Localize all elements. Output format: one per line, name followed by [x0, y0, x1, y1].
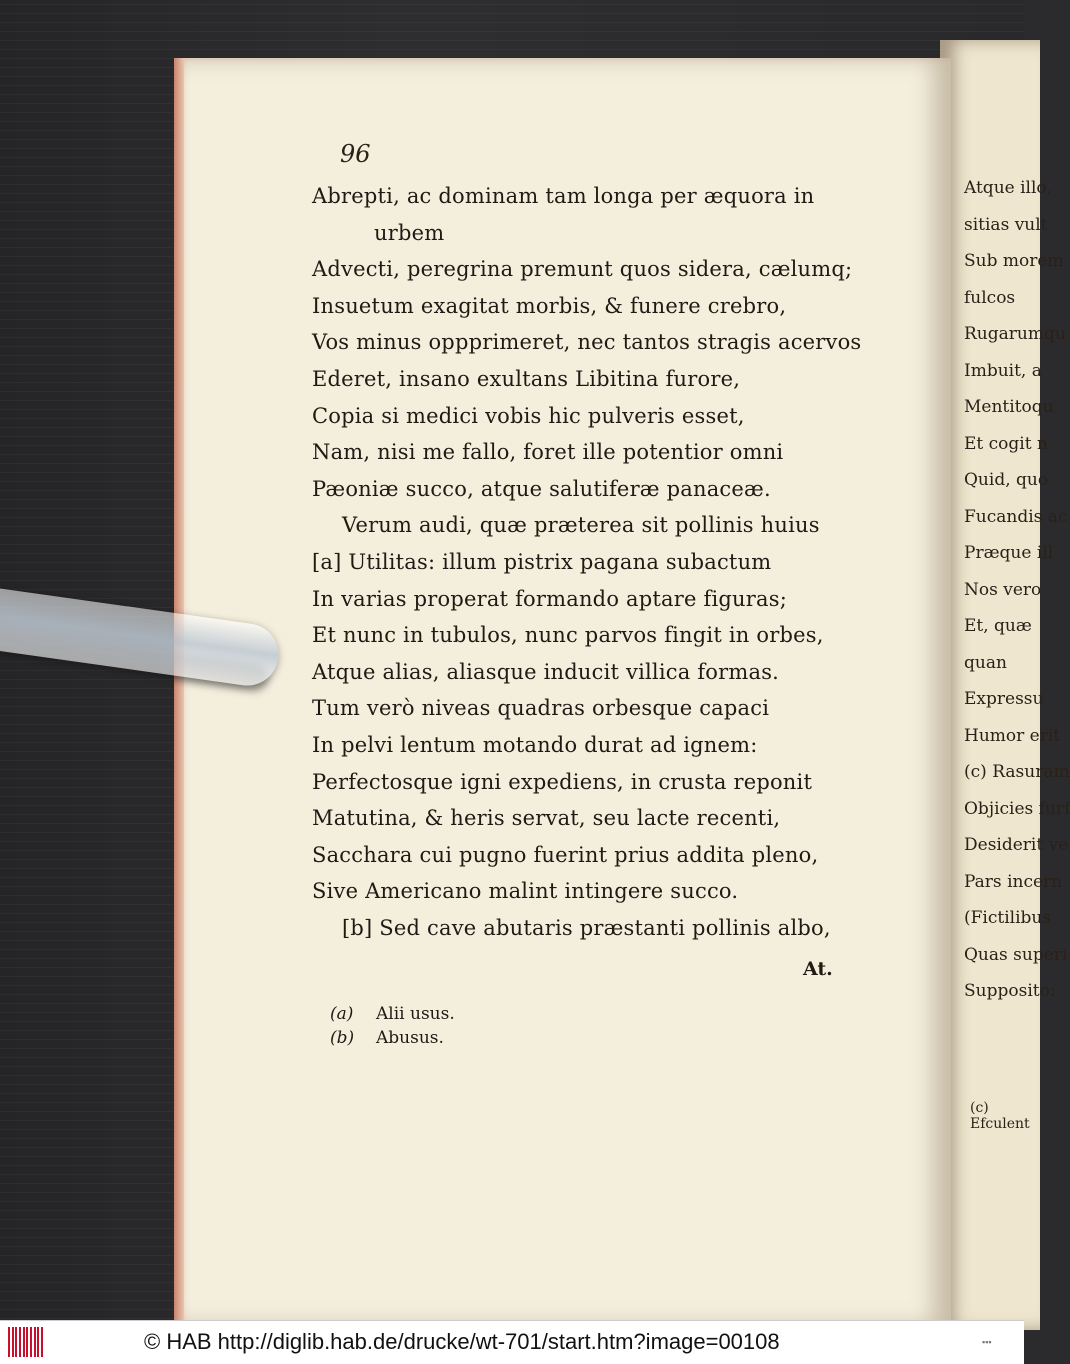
logo-bar	[37, 1327, 39, 1357]
page-number: 96	[340, 140, 371, 168]
texture-line	[0, 4, 1024, 5]
facing-text-line: quan	[964, 652, 1007, 673]
facing-text-line: Pars incern	[964, 871, 1063, 892]
texture-line	[0, 40, 1024, 41]
footnote-text: Alii usus.	[376, 1004, 455, 1024]
footnote	[330, 1026, 455, 1050]
facing-text-line: Expressu	[964, 689, 1044, 709]
facing-text-line: Et cogit n	[964, 433, 1048, 454]
text-line: Matutina, & heris servat, seu lacte recenti,	[312, 806, 781, 831]
text-line: Perfectosque igni expediens, in crusta reponit	[312, 769, 813, 794]
footnote-text: Abusus.	[376, 1028, 444, 1048]
text-line: [b] Sed cave abutaris præstanti pollinis albo,	[342, 915, 831, 940]
facing-text-line: Rugarumqu	[964, 324, 1066, 344]
facing-text-line: Sub morem	[964, 251, 1064, 271]
text-line: Ederet, insano exultans Libitina furore,	[312, 366, 741, 391]
text-line: In pelvi lentum motando durat ad ignem:	[312, 732, 758, 757]
facing-text-line: sitias vult	[964, 214, 1048, 235]
logo-bar	[26, 1327, 28, 1357]
facing-text-line: fulcos	[964, 287, 1016, 308]
facing-text-line: Mentitoqu	[964, 397, 1054, 417]
logo-bar	[30, 1327, 32, 1357]
logo-bar	[15, 1327, 17, 1357]
copyright-link[interactable]: © HAB http://diglib.hab.de/drucke/wt-701/start.htm?image=00108	[144, 1329, 780, 1354]
texture-line	[0, 49, 1024, 50]
footer-marker: ▪▪▪	[982, 1337, 992, 1347]
catchword: At.	[803, 958, 833, 980]
text-line: In varias properat formando aptare figuras;	[312, 586, 787, 611]
text-line: Insuetum exagitat morbis, & funere crebro,	[312, 293, 787, 318]
footer-bar	[0, 1320, 1024, 1364]
text-line: Tum verò niveas quadras orbesque capaci	[312, 696, 770, 721]
text-line: Atque alias, aliasque inducit villica formas.	[312, 659, 780, 684]
texture-line	[0, 13, 1024, 14]
logo-bar	[12, 1327, 14, 1357]
logo-bar	[8, 1327, 10, 1357]
text-line: Verum audi, quæ præterea sit pollinis huius	[342, 513, 820, 538]
footnotes	[330, 1002, 455, 1050]
facing-text-line: Quas superi	[964, 944, 1068, 965]
poem-text	[312, 178, 861, 946]
text-line: urbem	[374, 220, 445, 245]
text-line: Advecti, peregrina premunt quos sidera, cælumq;	[312, 257, 853, 282]
facing-text-line: Fucandis ac	[964, 506, 1068, 527]
logo-bar	[41, 1327, 43, 1357]
facing-text-line: Præque ill	[964, 543, 1054, 563]
text-line: Vos minus oppprimeret, nec tantos stragis acervos	[312, 330, 862, 355]
footnote	[330, 1002, 455, 1026]
page-edge	[174, 58, 184, 1326]
facing-text-line: (Fictilibus	[964, 908, 1052, 928]
texture-line	[0, 22, 1024, 23]
text-line: Nam, nisi me fallo, foret ille potentior omni	[312, 440, 784, 465]
facing-text-line: Desiderit ve	[964, 835, 1069, 855]
text-line: Pæoniæ succo, atque salutiferæ panaceæ.	[312, 476, 771, 501]
text-line: Abrepti, ac dominam tam longa per æquora in	[312, 184, 815, 208]
footnote-mark: (b)	[330, 1028, 355, 1048]
facing-text-line: Et, quæ	[964, 616, 1032, 636]
facing-page-text	[964, 170, 1070, 1010]
facing-text-line: Imbuit, a	[964, 360, 1042, 381]
facing-text-line: Atque illo,	[964, 178, 1053, 198]
text-line: Sive Americano malint intingere succo.	[312, 879, 739, 904]
text-line: Et nunc in tubulos, nunc parvos fingit in orbes,	[312, 623, 824, 648]
facing-text-line: (c) Rasuram	[964, 762, 1070, 782]
facing-text-line: Objicies furf	[964, 798, 1070, 819]
logo-bar	[23, 1327, 25, 1357]
footnote-mark: (a)	[330, 1004, 354, 1024]
texture-line	[0, 31, 1024, 32]
text-line: Copia si medici vobis hic pulveris esset,	[312, 403, 745, 428]
text-line: Sacchara cui pugno fuerint prius addita pleno,	[312, 842, 819, 867]
text-line: [a] Utilitas: illum pistrix pagana subactum	[312, 549, 772, 574]
facing-text-line: Supposito:	[964, 981, 1056, 1001]
logo-bar	[19, 1327, 21, 1357]
facing-page-footnote: (c) Efculent	[970, 1100, 1030, 1132]
library-logo-icon	[8, 1327, 46, 1357]
facing-text-line: Nos vero	[964, 579, 1042, 600]
logo-bar	[34, 1327, 36, 1357]
facing-text-line: Quid, quo	[964, 470, 1049, 490]
facing-text-line: Humor erit	[964, 725, 1061, 746]
